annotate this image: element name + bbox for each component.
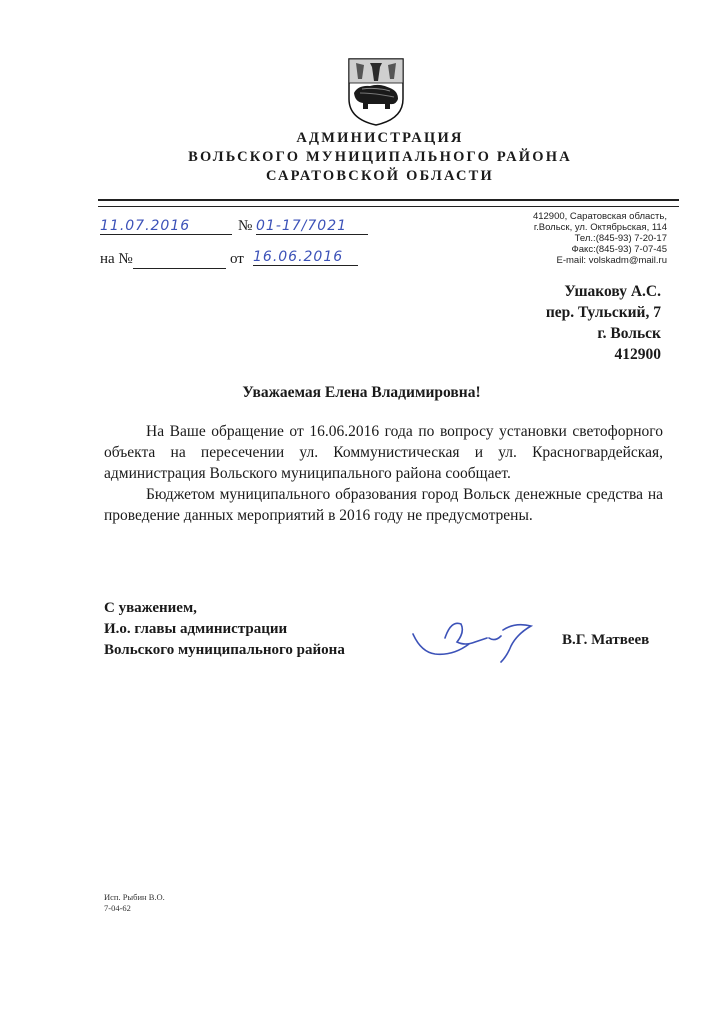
letterhead-line-1: АДМИНИСТРАЦИЯ bbox=[296, 130, 464, 146]
signer-name: В.Г. Матвеев bbox=[562, 632, 650, 648]
ref-number-field bbox=[133, 251, 226, 269]
executor-note bbox=[104, 892, 165, 914]
contact-email: E-mail: volskadm@mail.ru bbox=[556, 255, 667, 266]
greeting: Уважаемая Елена Владимировна! bbox=[242, 384, 481, 401]
body-paragraph: На Ваше обращение от 16.06.2016 года по вопросу установки светофорного объекта на пересечении ул. Коммунистическая и ул. Красногвардейская, администрация Вольского муниципального района сообщает. bbox=[104, 423, 663, 482]
addressee-block bbox=[546, 281, 661, 365]
contact-line: г.Вольск, ул. Октябрьская, 114 bbox=[533, 222, 667, 233]
ref-from-label: от bbox=[230, 251, 244, 267]
coat-of-arms-emblem bbox=[346, 57, 406, 127]
letterhead-rule-thick bbox=[98, 199, 679, 201]
outgoing-date-field: 11.07.2016 bbox=[100, 218, 232, 235]
letterhead-line-2: ВОЛЬСКОГО МУНИЦИПАЛЬНОГО РАЙОНА bbox=[188, 149, 572, 165]
contact-line: Факс:(845-93) 7-07-45 bbox=[571, 244, 667, 255]
addressee-postcode: 412900 bbox=[614, 346, 661, 363]
signature-block bbox=[104, 598, 345, 661]
signer-org: Вольского муниципального района bbox=[104, 642, 345, 658]
outgoing-number-field: 01-17/7021 bbox=[256, 218, 368, 235]
addressee-city: г. Вольск bbox=[597, 325, 661, 342]
contact-line: 412900, Саратовская область, bbox=[532, 211, 667, 222]
executor-phone: 7-04-62 bbox=[104, 903, 131, 913]
ref-date-field: 16.06.2016 bbox=[253, 249, 358, 266]
letter-body bbox=[104, 421, 663, 526]
signer-title: И.о. главы администрации bbox=[104, 621, 288, 637]
number-label: № bbox=[238, 218, 253, 234]
ref-number-label: на № bbox=[100, 251, 133, 267]
letterhead-line-3: САРАТОВСКОЙ ОБЛАСТИ bbox=[266, 168, 494, 184]
executor-name: Исп. Рыбин В.О. bbox=[104, 892, 165, 902]
closing-phrase: С уважением, bbox=[104, 600, 197, 616]
letterhead-rule-thin bbox=[98, 206, 679, 207]
addressee-name: Ушакову А.С. bbox=[564, 283, 661, 300]
handwritten-signature bbox=[405, 612, 545, 667]
contact-block bbox=[533, 211, 667, 266]
addressee-street: пер. Тульский, 7 bbox=[545, 304, 661, 321]
body-paragraph: Бюджетом муниципального образования город Вольск денежные средства на проведение данных мероприятий в 2016 году не предусмотрены. bbox=[104, 486, 663, 524]
contact-line: Тел.:(845-93) 7-20-17 bbox=[574, 233, 667, 244]
